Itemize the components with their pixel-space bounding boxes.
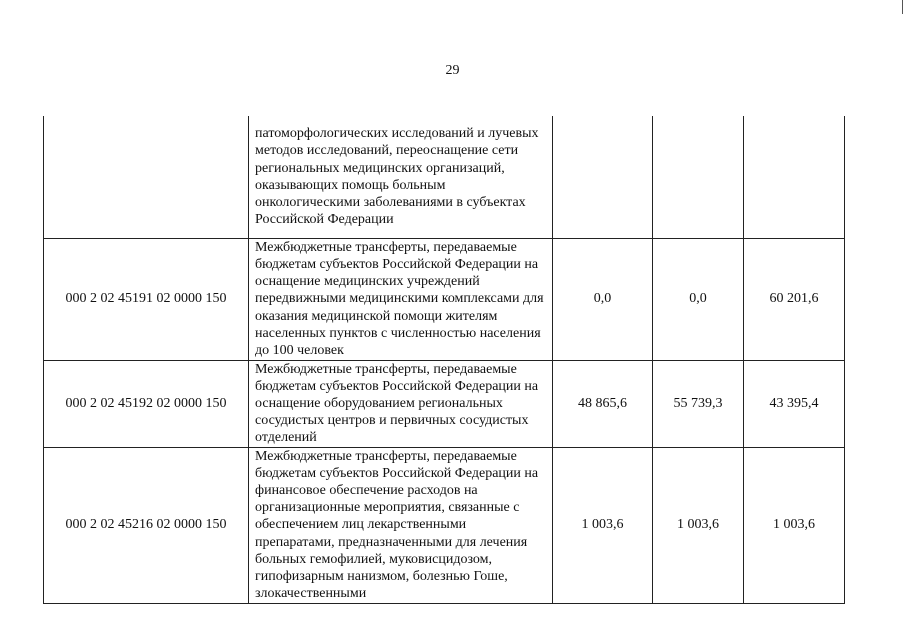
value-cell-year-2 <box>653 116 744 238</box>
table-row <box>44 238 845 360</box>
scan-edge-mark <box>902 0 903 14</box>
value-cell-year-3: 43 395,4 <box>744 360 845 447</box>
description-cell: Межбюджетные трансферты, передаваемые бюджетам субъектов Российской Федерации на финансовое обеспечение расходов на организационные мероприятия, связанные с обеспечением лиц лекарственными препаратами, предназначенными для лечения больных гемофилией, муковисцидозом, гипофизарным нанизмом, болезнью Гоше, злокачественными <box>249 447 553 603</box>
description-cell: Межбюджетные трансферты, передаваемые бюджетам субъектов Российской Федерации на оснащение медицинских учреждений передвижными медицинскими комплексами для оказания медицинской помощи жителям населенных пунктов с численностью населения до 100 человек <box>249 238 553 360</box>
budget-table <box>43 116 845 604</box>
table-row <box>44 447 845 603</box>
value-cell-year-1: 0,0 <box>553 238 653 360</box>
budget-code-cell <box>44 116 249 238</box>
value-cell-year-3: 1 003,6 <box>744 447 845 603</box>
value-cell-year-2: 55 739,3 <box>653 360 744 447</box>
description-cell: Межбюджетные трансферты, передаваемые бюджетам субъектов Российской Федерации на оснащение оборудованием региональных сосудистых центров и первичных сосудистых отделений <box>249 360 553 447</box>
budget-code-cell: 000 2 02 45216 02 0000 150 <box>44 447 249 603</box>
budget-code-cell: 000 2 02 45191 02 0000 150 <box>44 238 249 360</box>
value-cell-year-2: 0,0 <box>653 238 744 360</box>
value-cell-year-1 <box>553 116 653 238</box>
table-row <box>44 116 845 238</box>
value-cell-year-3 <box>744 116 845 238</box>
page-number: 29 <box>445 63 460 78</box>
value-cell-year-1: 48 865,6 <box>553 360 653 447</box>
budget-code-cell: 000 2 02 45192 02 0000 150 <box>44 360 249 447</box>
value-cell-year-2: 1 003,6 <box>653 447 744 603</box>
table-row <box>44 360 845 447</box>
value-cell-year-3: 60 201,6 <box>744 238 845 360</box>
value-cell-year-1: 1 003,6 <box>553 447 653 603</box>
description-cell: патоморфологических исследований и лучевых методов исследований, переоснащение сети региональных медицинских организаций, оказывающих помощь больным онкологическими заболеваниями в субъектах Российской Федерации <box>249 116 553 238</box>
